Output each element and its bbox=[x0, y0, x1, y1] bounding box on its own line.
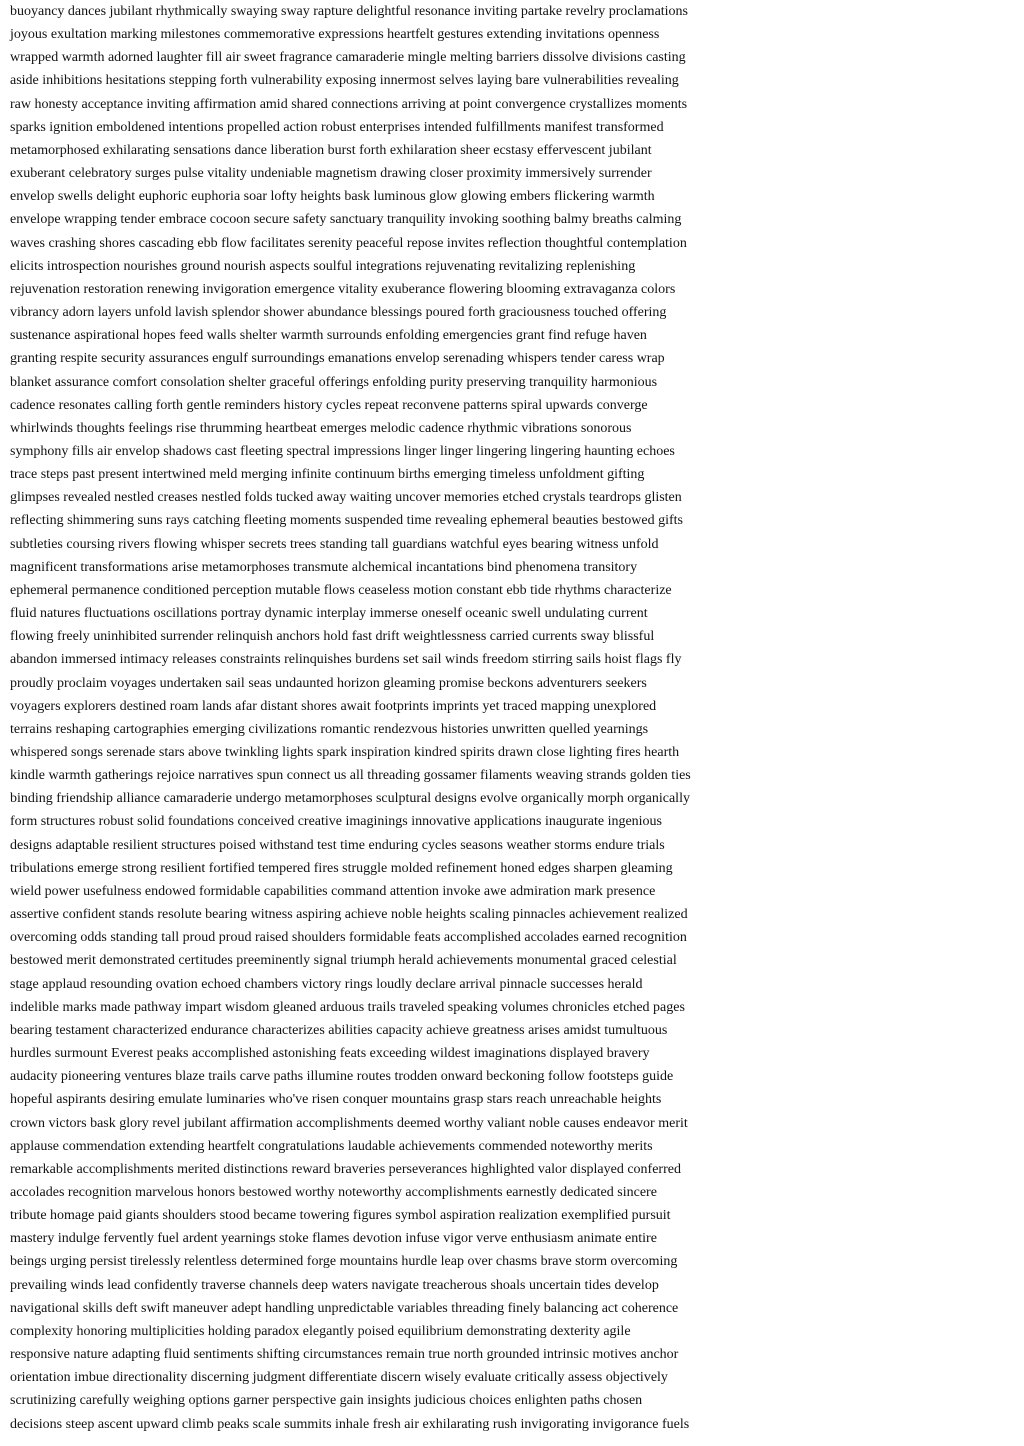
text-line: blanket assurance comfort consolation shelter graceful offerings enfolding purity preserving tranquility harmonious bbox=[10, 374, 658, 390]
text-line: accolades recognition marvelous honors bestowed worthy noteworthy accomplishments earnestly dedicated sincere bbox=[10, 1184, 657, 1200]
text-line: responsive nature adapting fluid sentiments shifting circumstances remain true north grounded intrinsic motives anchor bbox=[10, 1347, 679, 1363]
text-line: cadence resonates calling forth gentle reminders history cycles repeat reconvene patterns spiral upwards converge bbox=[10, 397, 648, 413]
text-line: form structures robust solid foundations conceived creative imaginings innovative applications inaugurate ingenious bbox=[10, 814, 663, 830]
text-line: stage applaud resounding ovation echoed chambers victory rings loudly declare arrival pinnacle successes herald bbox=[10, 976, 643, 992]
text-line: elicits introspection nourishes ground nourish aspects soulful integrations rejuvenating revitalizing replenishing bbox=[10, 258, 636, 274]
text-line: complexity honoring multiplicities holding paradox elegantly poised equilibrium demonstrating dexterity agile bbox=[10, 1323, 631, 1339]
text-line: binding friendship alliance camaraderie undergo metamorphoses sculptural designs evolve organically morph organically bbox=[10, 791, 690, 807]
text-line: applause commendation extending heartfelt congratulations laudable achievements commended noteworthy merits bbox=[10, 1138, 653, 1154]
text-line: flowing freely uninhibited surrender relinquish anchors hold fast drift weightlessness carried currents sway blissful bbox=[10, 629, 655, 645]
text-line: orientation imbue directionality discerning judgment differentiate discern wisely evaluate critically assess objectively bbox=[10, 1370, 668, 1386]
text-line: terrains reshaping cartographies emerging civilizations romantic rendezvous histories unwritten quelled yearnings bbox=[10, 721, 649, 737]
text-line: joyous exultation marking milestones commemorative expressions heartfelt gestures extending invitations openness bbox=[10, 27, 660, 43]
text-line: granting respite security assurances engulf surroundings emanations envelop serenading whispers tender caress wrap bbox=[10, 351, 665, 367]
text-line: envelop swells delight euphoric euphoria soar lofty heights bask luminous glow glowing embers flickering warmth bbox=[10, 189, 655, 205]
text-line: envelope wrapping tender embrace cocoon secure safety sanctuary tranquility invoking soothing balmy breaths calming bbox=[10, 212, 682, 228]
text-line: ephemeral permanence conditioned perception mutable flows ceaseless motion constant ebb tide rhythms characterize bbox=[10, 582, 672, 598]
text-line: kindle warmth gatherings rejoice narratives spun connect us all threading gossamer filaments weaving strands golden ties bbox=[10, 768, 691, 784]
text-line: hurdles surmount Everest peaks accomplished astonishing feats exceeding wildest imaginations displayed bravery bbox=[10, 1046, 650, 1062]
text-line: abandon immersed intimacy releases constraints relinquishes burdens set sail winds freedom stirring sails hoist flags fly bbox=[10, 652, 682, 668]
text-line: sustenance aspirational hopes feed walls shelter warmth surrounds enfolding emergencies grant find refuge haven bbox=[10, 328, 647, 344]
text-line: exuberant celebratory surges pulse vitality undeniable magnetism drawing closer proximity immersively surrender bbox=[10, 166, 652, 182]
text-line: audacity pioneering ventures blaze trails carve paths illumine routes trodden onward beckoning follow footsteps guide bbox=[10, 1069, 674, 1085]
text-line: fluid natures fluctuations oscillations portray dynamic interplay immerse oneself oceanic swell undulating current bbox=[10, 606, 648, 622]
text-line: aside inhibitions hesitations stepping forth vulnerability exposing innermost selves laying bare vulnerabilities revealing bbox=[10, 73, 679, 89]
text-line: designs adaptable resilient structures poised withstand test time enduring cycles seasons weather storms endure trials bbox=[10, 837, 665, 853]
text-line: magnificent transformations arise metamorphoses transmute alchemical incantations bind phenomena transitory bbox=[10, 559, 638, 575]
text-line: tribulations emerge strong resilient fortified tempered fires struggle molded refinement honed edges sharpen gleaming bbox=[10, 860, 673, 876]
text-line: waves crashing shores cascading ebb flow facilitates serenity peaceful repose invites reflection thoughtful contemplation bbox=[10, 235, 687, 251]
text-line: scrutinizing carefully weighing options garner perspective gain insights judicious choices enlighten paths chosen bbox=[10, 1393, 643, 1409]
text-line: rejuvenation restoration renewing invigoration emergence vitality exuberance flowering blooming extravaganza colors bbox=[10, 281, 676, 297]
text-line: trace steps past present intertwined meld merging infinite continuum births emerging timeless unfoldment gifting bbox=[10, 467, 645, 483]
text-line: mastery indulge fervently fuel ardent yearnings stoke flames devotion infuse vigor verve enthusiasm animate entire bbox=[10, 1231, 657, 1247]
text-line: indelible marks made pathway impart wisdom gleaned arduous trails traveled speaking volumes chronicles etched pages bbox=[10, 999, 685, 1015]
text-line: proudly proclaim voyages undertaken sail seas undaunted horizon gleaming promise beckons adventurers seekers bbox=[10, 675, 647, 691]
text-line: whirlwinds thoughts feelings rise thrumming heartbeat emerges melodic cadence rhythmic vibrations sonorous bbox=[10, 420, 632, 436]
text-line: tribute homage paid giants shoulders stood became towering figures symbol aspiration realization exemplified pursuit bbox=[10, 1208, 671, 1224]
text-line: beings urging persist tirelessly relentless determined forge mountains hurdle leap over chasms brave storm overcoming bbox=[10, 1254, 678, 1270]
text-line: sparks ignition emboldened intentions propelled action robust enterprises intended fulfillments manifest transformed bbox=[10, 119, 664, 135]
text-line: prevailing winds lead confidently traverse channels deep waters navigate treacherous shoals uncertain tides develop bbox=[10, 1277, 659, 1293]
text-line: reflecting shimmering suns rays catching fleeting moments suspended time revealing ephemeral beauties bestowed gifts bbox=[10, 513, 683, 529]
text-line: buoyancy dances jubilant rhythmically swaying sway rapture delightful resonance inviting partake revelry proclamations bbox=[10, 4, 689, 19]
text-line: subtleties coursing rivers flowing whisper secrets trees standing tall guardians watchful eyes bearing witness unfold bbox=[10, 536, 659, 552]
text-line: bearing testament characterized endurance characterizes abilities capacity achieve greatness arises amidst tumultuous bbox=[10, 1022, 668, 1038]
text-line: symphony fills air envelop shadows cast fleeting spectral impressions linger linger lingering lingering haunting echoes bbox=[10, 443, 675, 459]
text-line: overcoming odds standing tall proud proud raised shoulders formidable feats accomplished accolades earned recognition bbox=[10, 930, 687, 946]
text-line: navigational skills deft swift maneuver adept handling unpredictable variables threading finely balancing act coherence bbox=[10, 1300, 679, 1316]
text-line: voyagers explorers destined roam lands afar distant shores await footprints imprints yet traced mapping unexplored bbox=[10, 698, 657, 714]
document-body bbox=[10, 0, 1024, 1436]
text-line: wield power usefulness endowed formidable capabilities command attention invoke awe admiration mark presence bbox=[10, 883, 656, 899]
text-line: whispered songs serenade stars above twinkling lights spark inspiration kindred spirits drawn close lighting fires hearth bbox=[10, 745, 680, 760]
text-line: assertive confident stands resolute bearing witness aspiring achieve noble heights scaling pinnacles achievement realized bbox=[10, 907, 688, 923]
text-line: hopeful aspirants desiring emulate luminaries who've risen conquer mountains grasp stars reach unreachable heights bbox=[10, 1092, 662, 1108]
text-line: crown victors bask glory revel jubilant affirmation accomplishments deemed worthy valiant noble causes endeavor merit bbox=[10, 1115, 688, 1131]
text-line: remarkable accomplishments merited distinctions reward braveries perseverances highlighted valor displayed conferred bbox=[10, 1161, 681, 1177]
text-line: wrapped warmth adorned laughter fill air sweet fragrance camaraderie mingle melting barriers dissolve divisions casting bbox=[10, 50, 686, 66]
text-line: glimpses revealed nestled creases nestled folds tucked away waiting uncover memories etched crystals teardrops glisten bbox=[10, 490, 682, 506]
text-line: vibrancy adorn layers unfold lavish splendor shower abundance blessings poured forth graciousness touched offering bbox=[10, 305, 667, 321]
text-line: raw honesty acceptance inviting affirmation amid shared connections arriving at point convergence crystallizes moments bbox=[10, 96, 688, 112]
text-line: decisions steep ascent upward climb peaks scale summits inhale fresh air exhilarating rush invigorating invigorance fuels bbox=[10, 1416, 690, 1432]
text-line: metamorphosed exhilarating sensations dance liberation burst forth exhilaration sheer ecstasy effervescent jubilant bbox=[10, 142, 652, 158]
text-line: bestowed merit demonstrated certitudes preeminently signal triumph herald achievements monumental graced celestial bbox=[10, 953, 677, 969]
